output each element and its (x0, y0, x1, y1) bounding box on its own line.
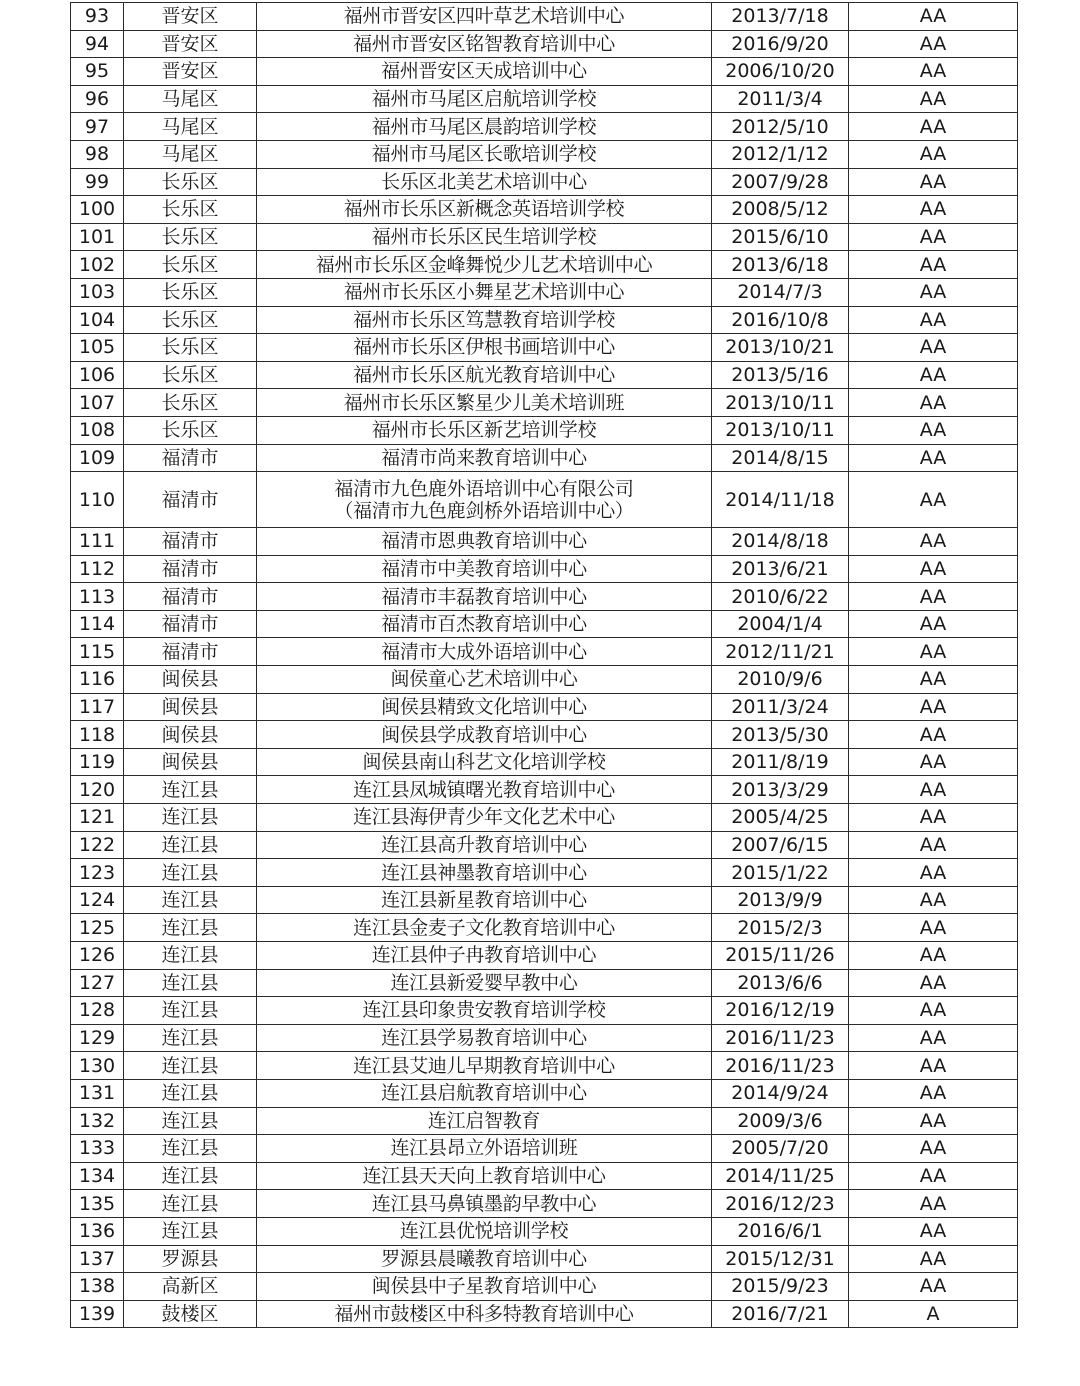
date-cell: 2016/11/23 (712, 1024, 849, 1052)
date-cell: 2013/10/11 (712, 389, 849, 417)
row-number-cell: 119 (71, 748, 124, 776)
district-cell: 马尾区 (124, 113, 257, 141)
district-cell: 福清市 (124, 583, 257, 611)
institution-name-cell: 福清市大成外语培训中心 (257, 638, 712, 666)
table-row (71, 997, 1018, 1025)
grade-cell: AA (849, 113, 1018, 141)
date-cell: 2016/11/23 (712, 1052, 849, 1080)
row-number-cell: 97 (71, 113, 124, 141)
table-row (71, 693, 1018, 721)
row-number-cell: 103 (71, 278, 124, 306)
row-number-cell: 120 (71, 776, 124, 804)
table-row (71, 555, 1018, 583)
table-row (71, 528, 1018, 556)
row-number-cell: 118 (71, 721, 124, 749)
grade-cell: AA (849, 1107, 1018, 1135)
district-cell: 福清市 (124, 610, 257, 638)
table-row (71, 306, 1018, 334)
row-number-cell: 109 (71, 444, 124, 472)
institution-name-cell: 连江县印象贵安教育培训学校 (257, 997, 712, 1025)
institution-name-cell: 闽侯县精致文化培训中心 (257, 693, 712, 721)
district-cell: 连江县 (124, 997, 257, 1025)
date-cell: 2016/10/8 (712, 306, 849, 334)
grade-cell: AA (849, 444, 1018, 472)
grade-cell: AA (849, 1162, 1018, 1190)
district-cell: 闽侯县 (124, 721, 257, 749)
district-cell: 福清市 (124, 472, 257, 528)
district-cell: 长乐区 (124, 416, 257, 444)
district-cell: 连江县 (124, 1217, 257, 1245)
table-row (71, 1217, 1018, 1245)
institution-name-cell (257, 472, 712, 528)
date-cell: 2015/11/26 (712, 942, 849, 970)
district-cell: 福清市 (124, 555, 257, 583)
table-row (71, 416, 1018, 444)
grade-cell: AA (849, 196, 1018, 224)
district-cell: 连江县 (124, 831, 257, 859)
row-number-cell: 123 (71, 859, 124, 887)
date-cell: 2015/2/3 (712, 914, 849, 942)
grade-cell: AA (849, 30, 1018, 58)
table-row (71, 223, 1018, 251)
district-cell: 福清市 (124, 528, 257, 556)
table-row (71, 804, 1018, 832)
table-row (71, 1245, 1018, 1273)
date-cell: 2010/9/6 (712, 666, 849, 694)
institution-name-cell: 连江县天天向上教育培训中心 (257, 1162, 712, 1190)
institution-name-cell: 连江县海伊青少年文化艺术中心 (257, 804, 712, 832)
grade-cell: AA (849, 666, 1018, 694)
table-row (71, 1162, 1018, 1190)
table-row (71, 942, 1018, 970)
institution-name-cell: 福州晋安区天成培训中心 (257, 58, 712, 86)
institution-name-cell: 福州市长乐区新概念英语培训学校 (257, 196, 712, 224)
row-number-cell: 104 (71, 306, 124, 334)
row-number-cell: 100 (71, 196, 124, 224)
grade-cell: AA (849, 1217, 1018, 1245)
date-cell: 2013/9/9 (712, 886, 849, 914)
institution-name-cell: 连江县艾迪儿早期教育培训中心 (257, 1052, 712, 1080)
table-row (71, 361, 1018, 389)
date-cell: 2016/6/1 (712, 1217, 849, 1245)
date-cell: 2013/6/6 (712, 969, 849, 997)
grade-cell: AA (849, 610, 1018, 638)
district-cell: 连江县 (124, 886, 257, 914)
institution-name-cell: 福州市马尾区晨韵培训学校 (257, 113, 712, 141)
table-row (71, 168, 1018, 196)
district-cell: 连江县 (124, 969, 257, 997)
date-cell: 2009/3/6 (712, 1107, 849, 1135)
institution-name-cell: 福州市长乐区繁星少儿美术培训班 (257, 389, 712, 417)
date-cell: 2014/8/15 (712, 444, 849, 472)
district-cell: 罗源县 (124, 1245, 257, 1273)
date-cell: 2013/5/30 (712, 721, 849, 749)
grade-cell: AA (849, 223, 1018, 251)
table-row (71, 444, 1018, 472)
district-cell: 晋安区 (124, 30, 257, 58)
district-cell: 长乐区 (124, 196, 257, 224)
table-row (71, 1052, 1018, 1080)
date-cell: 2015/9/23 (712, 1273, 849, 1301)
date-cell: 2014/9/24 (712, 1079, 849, 1107)
row-number-cell: 128 (71, 997, 124, 1025)
institution-name-cell: 福州市长乐区小舞星艺术培训中心 (257, 278, 712, 306)
date-cell: 2015/1/22 (712, 859, 849, 887)
institution-name-cell: 福州市马尾区启航培训学校 (257, 85, 712, 113)
district-cell: 福清市 (124, 444, 257, 472)
institution-name-cell: 连江县学易教育培训中心 (257, 1024, 712, 1052)
institution-name-cell: 连江启智教育 (257, 1107, 712, 1135)
row-number-cell: 130 (71, 1052, 124, 1080)
institution-name-cell: 福清市丰磊教育培训中心 (257, 583, 712, 611)
date-cell: 2016/9/20 (712, 30, 849, 58)
institution-name-cell: 连江县金麦子文化教育培训中心 (257, 914, 712, 942)
district-cell: 连江县 (124, 1079, 257, 1107)
table-row (71, 58, 1018, 86)
row-number-cell: 117 (71, 693, 124, 721)
institution-name-cell: 福州市长乐区航光教育培训中心 (257, 361, 712, 389)
grade-cell: AA (849, 1245, 1018, 1273)
grade-cell: AA (849, 942, 1018, 970)
grade-cell: AA (849, 997, 1018, 1025)
grade-cell: AA (849, 1135, 1018, 1163)
institution-name-line-1: 福清市九色鹿外语培训中心有限公司 (334, 477, 634, 500)
grade-cell: A (849, 1300, 1018, 1328)
institution-name-cell: 闽侯童心艺术培训中心 (257, 666, 712, 694)
grade-cell: AA (849, 306, 1018, 334)
date-cell: 2013/6/18 (712, 251, 849, 279)
district-cell: 长乐区 (124, 389, 257, 417)
row-number-cell: 139 (71, 1300, 124, 1328)
table-body (71, 3, 1018, 1328)
district-cell: 长乐区 (124, 361, 257, 389)
row-number-cell: 115 (71, 638, 124, 666)
institution-name-cell: 罗源县晨曦教育培训中心 (257, 1245, 712, 1273)
date-cell: 2011/3/4 (712, 85, 849, 113)
district-cell: 连江县 (124, 859, 257, 887)
district-cell: 连江县 (124, 1135, 257, 1163)
district-cell: 连江县 (124, 1052, 257, 1080)
row-number-cell: 108 (71, 416, 124, 444)
table-row (71, 113, 1018, 141)
grade-cell: AA (849, 140, 1018, 168)
date-cell: 2013/10/11 (712, 416, 849, 444)
grade-cell: AA (849, 3, 1018, 31)
table-row (71, 859, 1018, 887)
grade-cell: AA (849, 693, 1018, 721)
table-row (71, 251, 1018, 279)
table-row (71, 196, 1018, 224)
date-cell: 2010/6/22 (712, 583, 849, 611)
district-cell: 连江县 (124, 804, 257, 832)
table-row (71, 278, 1018, 306)
date-cell: 2013/3/29 (712, 776, 849, 804)
district-cell: 闽侯县 (124, 748, 257, 776)
table-row (71, 610, 1018, 638)
table-row (71, 748, 1018, 776)
grade-cell: AA (849, 638, 1018, 666)
grade-cell: AA (849, 831, 1018, 859)
table-row (71, 140, 1018, 168)
row-number-cell: 126 (71, 942, 124, 970)
row-number-cell: 129 (71, 1024, 124, 1052)
institution-name-cell: 福州市长乐区金峰舞悦少儿艺术培训中心 (257, 251, 712, 279)
table-row (71, 721, 1018, 749)
grade-cell: AA (849, 58, 1018, 86)
table-row (71, 638, 1018, 666)
grade-cell: AA (849, 416, 1018, 444)
district-cell: 马尾区 (124, 140, 257, 168)
institution-name-cell: 闽侯县中子星教育培训中心 (257, 1273, 712, 1301)
grade-cell: AA (849, 776, 1018, 804)
date-cell: 2011/3/24 (712, 693, 849, 721)
table-row (71, 1300, 1018, 1328)
table-row (71, 1273, 1018, 1301)
row-number-cell: 138 (71, 1273, 124, 1301)
institution-name-cell: 福州市鼓楼区中科多特教育培训中心 (257, 1300, 712, 1328)
row-number-cell: 134 (71, 1162, 124, 1190)
institution-name-cell: 连江县新爱婴早教中心 (257, 969, 712, 997)
row-number-cell: 112 (71, 555, 124, 583)
date-cell: 2013/10/21 (712, 334, 849, 362)
row-number-cell: 102 (71, 251, 124, 279)
date-cell: 2016/12/19 (712, 997, 849, 1025)
table-row (71, 666, 1018, 694)
grade-cell: AA (849, 389, 1018, 417)
district-cell: 长乐区 (124, 278, 257, 306)
table-row (71, 1190, 1018, 1218)
district-cell: 鼓楼区 (124, 1300, 257, 1328)
date-cell: 2006/10/20 (712, 58, 849, 86)
grade-cell: AA (849, 1024, 1018, 1052)
institution-name-cell: 福州市马尾区长歌培训学校 (257, 140, 712, 168)
institution-name-cell: 福清市百杰教育培训中心 (257, 610, 712, 638)
institution-name-cell: 长乐区北美艺术培训中心 (257, 168, 712, 196)
date-cell: 2016/12/23 (712, 1190, 849, 1218)
district-cell: 连江县 (124, 1162, 257, 1190)
institution-table (70, 2, 1018, 1328)
institution-name-cell: 连江县高升教育培训中心 (257, 831, 712, 859)
grade-cell: AA (849, 168, 1018, 196)
table-row (71, 30, 1018, 58)
institution-name-line-2: （福清市九色鹿剑桥外语培训中心） (334, 499, 634, 522)
institution-name-cell: 连江县仲子冉教育培训中心 (257, 942, 712, 970)
district-cell: 闽侯县 (124, 693, 257, 721)
row-number-cell: 124 (71, 886, 124, 914)
institution-name-cell: 福州市晋安区四叶草艺术培训中心 (257, 3, 712, 31)
institution-name-cell: 福州市长乐区笃慧教育培训学校 (257, 306, 712, 334)
grade-cell: AA (849, 251, 1018, 279)
date-cell: 2014/11/18 (712, 472, 849, 528)
row-number-cell: 113 (71, 583, 124, 611)
institution-table-sheet (70, 2, 1008, 1328)
table-row (71, 886, 1018, 914)
date-cell: 2011/8/19 (712, 748, 849, 776)
grade-cell: AA (849, 721, 1018, 749)
date-cell: 2007/6/15 (712, 831, 849, 859)
district-cell: 连江县 (124, 1107, 257, 1135)
institution-name-cell: 连江县昂立外语培训班 (257, 1135, 712, 1163)
district-cell: 福清市 (124, 638, 257, 666)
institution-name-cell: 连江县新星教育培训中心 (257, 886, 712, 914)
row-number-cell: 106 (71, 361, 124, 389)
district-cell: 连江县 (124, 914, 257, 942)
table-row (71, 1024, 1018, 1052)
row-number-cell: 110 (71, 472, 124, 528)
institution-name-cell: 连江县神墨教育培训中心 (257, 859, 712, 887)
table-row (71, 472, 1018, 528)
date-cell: 2014/11/25 (712, 1162, 849, 1190)
date-cell: 2004/1/4 (712, 610, 849, 638)
grade-cell: AA (849, 748, 1018, 776)
row-number-cell: 125 (71, 914, 124, 942)
date-cell: 2013/5/16 (712, 361, 849, 389)
row-number-cell: 105 (71, 334, 124, 362)
date-cell: 2007/9/28 (712, 168, 849, 196)
institution-name-cell: 福州市长乐区民生培训学校 (257, 223, 712, 251)
date-cell: 2015/12/31 (712, 1245, 849, 1273)
date-cell: 2008/5/12 (712, 196, 849, 224)
grade-cell: AA (849, 361, 1018, 389)
row-number-cell: 111 (71, 528, 124, 556)
institution-name-cell: 福州市长乐区新艺培训学校 (257, 416, 712, 444)
district-cell: 高新区 (124, 1273, 257, 1301)
row-number-cell: 127 (71, 969, 124, 997)
grade-cell: AA (849, 278, 1018, 306)
district-cell: 晋安区 (124, 3, 257, 31)
grade-cell: AA (849, 85, 1018, 113)
date-cell: 2014/8/18 (712, 528, 849, 556)
grade-cell: AA (849, 472, 1018, 528)
row-number-cell: 132 (71, 1107, 124, 1135)
row-number-cell: 135 (71, 1190, 124, 1218)
grade-cell: AA (849, 528, 1018, 556)
grade-cell: AA (849, 914, 1018, 942)
date-cell: 2012/11/21 (712, 638, 849, 666)
grade-cell: AA (849, 1079, 1018, 1107)
table-row (71, 3, 1018, 31)
row-number-cell: 98 (71, 140, 124, 168)
row-number-cell: 121 (71, 804, 124, 832)
table-row (71, 583, 1018, 611)
table-row (71, 831, 1018, 859)
district-cell: 长乐区 (124, 251, 257, 279)
row-number-cell: 133 (71, 1135, 124, 1163)
grade-cell: AA (849, 334, 1018, 362)
grade-cell: AA (849, 1190, 1018, 1218)
row-number-cell: 136 (71, 1217, 124, 1245)
row-number-cell: 107 (71, 389, 124, 417)
district-cell: 马尾区 (124, 85, 257, 113)
date-cell: 2005/7/20 (712, 1135, 849, 1163)
district-cell: 长乐区 (124, 306, 257, 334)
grade-cell: AA (849, 969, 1018, 997)
table-row (71, 776, 1018, 804)
row-number-cell: 95 (71, 58, 124, 86)
table-row (71, 1079, 1018, 1107)
row-number-cell: 96 (71, 85, 124, 113)
table-row (71, 389, 1018, 417)
date-cell: 2012/5/10 (712, 113, 849, 141)
table-row (71, 1107, 1018, 1135)
district-cell: 连江县 (124, 1024, 257, 1052)
institution-name-cell: 福清市恩典教育培训中心 (257, 528, 712, 556)
institution-name-cell: 福州市长乐区伊根书画培训中心 (257, 334, 712, 362)
district-cell: 闽侯县 (124, 666, 257, 694)
row-number-cell: 137 (71, 1245, 124, 1273)
row-number-cell: 94 (71, 30, 124, 58)
district-cell: 晋安区 (124, 58, 257, 86)
row-number-cell: 114 (71, 610, 124, 638)
date-cell: 2013/7/18 (712, 3, 849, 31)
institution-name-cell: 连江县马鼻镇墨韵早教中心 (257, 1190, 712, 1218)
grade-cell: AA (849, 886, 1018, 914)
row-number-cell: 131 (71, 1079, 124, 1107)
institution-name-cell: 连江县优悦培训学校 (257, 1217, 712, 1245)
grade-cell: AA (849, 1273, 1018, 1301)
institution-name-cell: 闽侯县南山科艺文化培训学校 (257, 748, 712, 776)
table-row (71, 334, 1018, 362)
row-number-cell: 99 (71, 168, 124, 196)
date-cell: 2015/6/10 (712, 223, 849, 251)
grade-cell: AA (849, 804, 1018, 832)
institution-name-cell: 连江县凤城镇曙光教育培训中心 (257, 776, 712, 804)
date-cell: 2013/6/21 (712, 555, 849, 583)
grade-cell: AA (849, 583, 1018, 611)
grade-cell: AA (849, 1052, 1018, 1080)
table-row (71, 969, 1018, 997)
district-cell: 连江县 (124, 776, 257, 804)
district-cell: 连江县 (124, 942, 257, 970)
institution-name-cell: 福清市中美教育培训中心 (257, 555, 712, 583)
row-number-cell: 93 (71, 3, 124, 31)
district-cell: 长乐区 (124, 168, 257, 196)
row-number-cell: 122 (71, 831, 124, 859)
grade-cell: AA (849, 555, 1018, 583)
row-number-cell: 101 (71, 223, 124, 251)
district-cell: 长乐区 (124, 223, 257, 251)
institution-name-cell: 福州市晋安区铭智教育培训中心 (257, 30, 712, 58)
date-cell: 2014/7/3 (712, 278, 849, 306)
table-row (71, 914, 1018, 942)
institution-name-cell: 连江县启航教育培训中心 (257, 1079, 712, 1107)
date-cell: 2012/1/12 (712, 140, 849, 168)
institution-name-cell: 闽侯县学成教育培训中心 (257, 721, 712, 749)
district-cell: 连江县 (124, 1190, 257, 1218)
date-cell: 2016/7/21 (712, 1300, 849, 1328)
table-row (71, 1135, 1018, 1163)
grade-cell: AA (849, 859, 1018, 887)
date-cell: 2005/4/25 (712, 804, 849, 832)
table-row (71, 85, 1018, 113)
institution-name-cell: 福清市尚来教育培训中心 (257, 444, 712, 472)
district-cell: 长乐区 (124, 334, 257, 362)
row-number-cell: 116 (71, 666, 124, 694)
